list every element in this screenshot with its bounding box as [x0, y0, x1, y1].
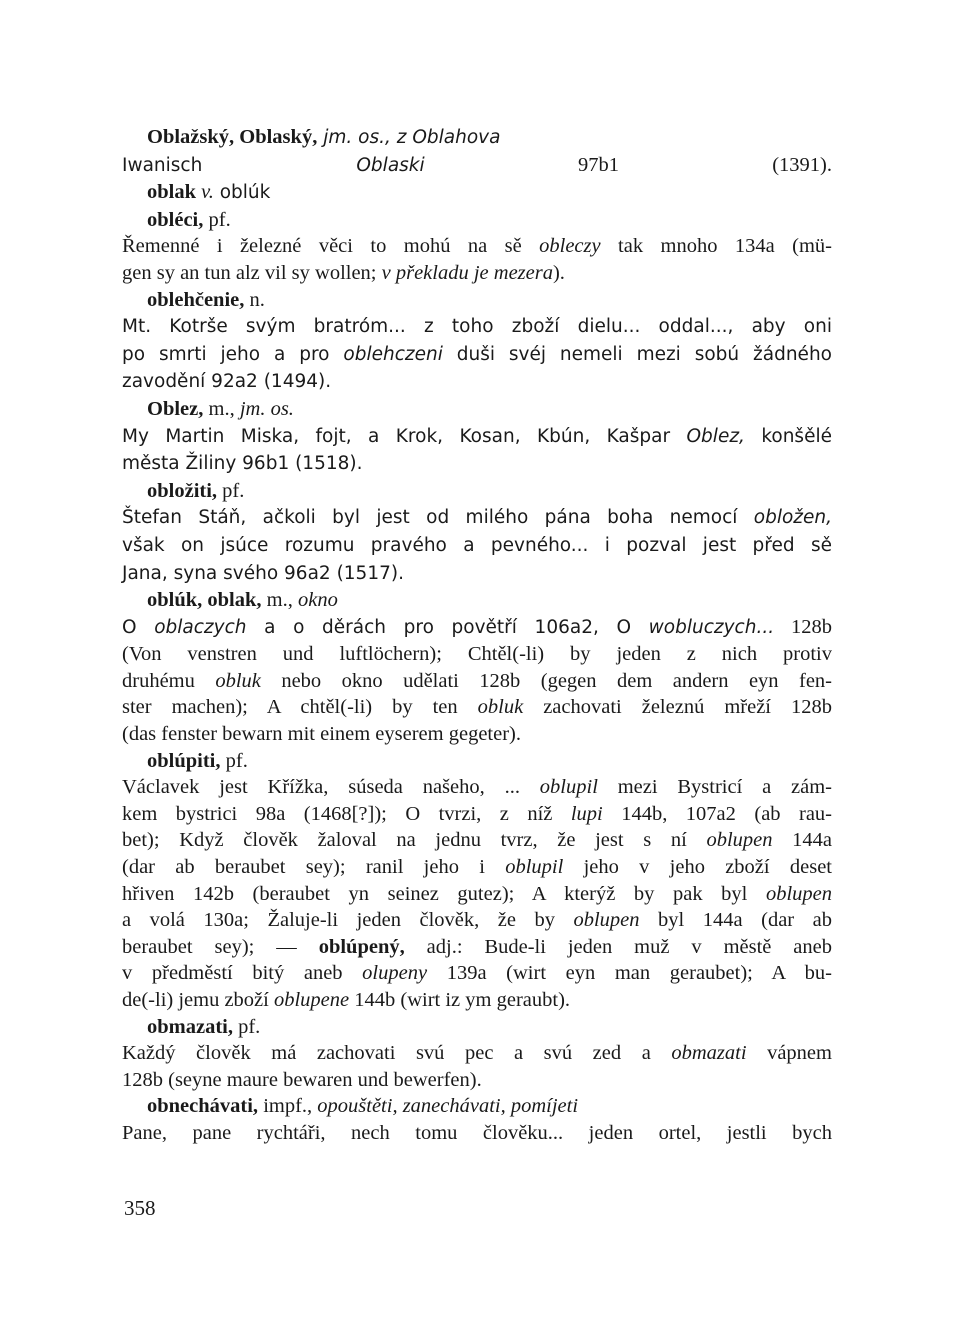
italic-text: oblupene — [273, 989, 350, 1011]
text-segment: impf., — [258, 1095, 318, 1118]
text-segment: zavodění 92a2 (1494). — [122, 371, 332, 393]
entry-headword-line — [122, 207, 832, 234]
italic-text: obluk — [477, 696, 524, 719]
text-segment: Václavek jest Křížka, súseda našeho, ... — [122, 776, 540, 799]
italic-text: oblehczeni — [343, 343, 443, 365]
entry-headword-line — [122, 1014, 832, 1041]
headword: Oblez, — [147, 397, 204, 420]
headword: oblúpiti, — [147, 749, 221, 772]
text-segment: de(-li) jemu zboží — [122, 989, 274, 1011]
entry-text-line — [122, 854, 832, 881]
entry-text-line — [122, 1040, 832, 1067]
text-segment: a o děrách pro povětří 106a2, O — [246, 616, 649, 638]
text-segment: pf. — [232, 1015, 261, 1038]
italic-text: obmazati — [671, 1042, 747, 1065]
text-segment: pf. — [217, 479, 245, 502]
text-segment: Mt. Kotrše svým bratróm... z toho zboží dielu... oddal..., aby oni — [122, 316, 832, 338]
text-segment: v předměstí bitý aneb — [122, 962, 363, 985]
text-segment: Iwanisch — [122, 154, 357, 176]
text-segment: ster machen); A chtěl(-li) by ten — [122, 696, 478, 719]
italic-text: jm. os. — [239, 397, 294, 420]
text-segment: po smrti jeho a pro — [122, 343, 344, 365]
headword: oblak — [147, 181, 196, 204]
italic-text: obleczy — [539, 235, 601, 258]
entry-text-line — [122, 987, 832, 1014]
text-segment: (Von venstren und luftlöchern); Chtěl(-li) by jeden z nich protiv — [122, 643, 832, 666]
italic-text: oblaczych — [154, 616, 247, 638]
italic-text: oblupen — [765, 882, 832, 905]
entry-text-line — [122, 614, 832, 642]
text-segment: Každý člověk má zachovati svú pec a svú zed a — [122, 1042, 672, 1065]
entry-text-line — [122, 368, 832, 396]
headword: obnechávati, — [147, 1095, 259, 1118]
text-segment: jeho v jeho zboží deset — [563, 856, 832, 879]
italic-text: Oblaski — [356, 154, 425, 176]
text-segment: kem bystrici 98a (1468[?]); O tvrzi, z níž — [122, 802, 571, 825]
entry-headword-line — [122, 587, 832, 614]
entry-text-line — [122, 721, 832, 748]
italic-text: olupeny — [362, 962, 428, 985]
entry-text-line — [122, 668, 832, 695]
entry-text-line — [122, 801, 832, 828]
entry-headword-line — [122, 179, 832, 207]
entry-headword-line — [122, 124, 832, 152]
entry-headword-line — [122, 287, 832, 314]
headword: obléci, — [147, 208, 204, 231]
entry-text-line — [122, 233, 832, 260]
entry-text-line — [122, 504, 832, 532]
italic-text: lupi — [570, 802, 603, 825]
entry-headword-line — [122, 478, 832, 505]
italic-text: oblupen — [573, 909, 640, 932]
entry-text-line — [122, 907, 832, 934]
text-segment: Řemenné i železné věci to mohú na sě — [122, 235, 540, 258]
text-segment: 128b — [774, 615, 832, 638]
italic-text: okno — [297, 589, 338, 612]
headword: obmazati, — [147, 1015, 233, 1038]
text-segment: nebo okno udělati 128b (gegen dem andern eyn fen- — [260, 669, 833, 692]
entry-text-line — [122, 1067, 832, 1094]
text-segment: Pane, pane rychtáři, nech tomu člověku... jeden ortel, jestli bych — [122, 1121, 832, 1144]
entry-text-line — [122, 450, 832, 478]
text-segment: Štefan Stáň, ačkoli byl jest od milého pána boha nemocí — [122, 507, 754, 529]
entry-text-line — [122, 152, 832, 180]
entry-text-line — [122, 960, 832, 987]
headword: obložiti, — [147, 479, 218, 502]
text-segment: duši svéj nemeli mezi sobú žádného — [442, 343, 832, 365]
text-segment: 139a (wirt eyn man geraubet); A bu- — [427, 962, 832, 985]
entry-headword-line — [122, 748, 832, 775]
entry-text-line — [122, 881, 832, 908]
italic-text: opouštěti, zanechávati, pomíjeti — [317, 1095, 579, 1118]
text-segment: m., — [261, 589, 298, 612]
dictionary-page-text — [122, 124, 832, 1147]
entry-text-line — [122, 1120, 832, 1147]
headword: Oblažský, Oblaský, — [147, 126, 318, 148]
headword: oblúk, oblak, — [147, 589, 262, 612]
entry-text-line — [122, 641, 832, 668]
text-segment: města Žiliny 96b1 (1518). — [122, 453, 363, 475]
text-segment: konšělé — [744, 425, 832, 447]
text-segment: (dar ab beraubet sey); ranil jeho i — [122, 856, 506, 879]
text-segment: n. — [244, 288, 265, 311]
entry-text-line — [122, 532, 832, 560]
text-segment: zachovati železnú mřeží 128b — [523, 696, 832, 719]
text-segment: vápnem — [746, 1042, 832, 1065]
text-segment: pf. — [203, 208, 231, 231]
text-segment: O — [122, 616, 155, 638]
entry-text-line — [122, 260, 832, 287]
text-segment: a volá 130a; Žaluje-li jeden člověk, že by — [122, 909, 574, 932]
text-segment: My Martin Miska, fojt, a Krok, Kosan, Kbún, Kašpar — [122, 425, 687, 447]
entry-text-line — [122, 774, 832, 801]
text-segment: byl 144a (dar ab — [639, 909, 832, 932]
entry-text-line — [122, 313, 832, 341]
italic-text: oblupil — [539, 776, 598, 799]
entry-text-line — [122, 423, 832, 451]
text-segment: druhému — [122, 669, 216, 692]
text-segment: m., — [203, 397, 240, 420]
entry-text-line — [122, 694, 832, 721]
text-segment: bet); Když člověk žaloval na jednu tvrz, že jest s ní — [122, 829, 707, 852]
entry-text-line — [122, 827, 832, 854]
text-segment: mezi Bystricí a zám- — [597, 776, 833, 799]
italic-text: v. — [201, 181, 214, 204]
text-segment: pf. — [220, 749, 248, 772]
italic-text: v překladu je mezera — [381, 261, 553, 284]
italic-text: obložen, — [753, 507, 832, 529]
text-segment: hřiven 142b (beraubet yn seinez gutez); A kterýž by pak byl — [122, 882, 766, 905]
entry-headword-line — [122, 1093, 832, 1120]
italic-text: jm. os., z Oblahova — [323, 127, 501, 148]
headword: oblehčenie, — [147, 288, 245, 311]
text-segment: adj.: Bude-li jeden muž v městě aneb — [404, 935, 833, 958]
italic-text: oblupil — [505, 856, 564, 879]
text-segment: gen sy an tun alz vil sy wollen; — [122, 261, 382, 284]
italic-text: oblupen — [706, 829, 773, 852]
italic-text: obluk — [215, 669, 261, 692]
text-segment: oblúk — [213, 182, 271, 204]
text-segment: 97b1 (1391). — [424, 153, 832, 176]
text-segment: Jana, syna svého 96a2 (1517). — [122, 562, 404, 584]
text-segment: beraubet sey); — — [122, 935, 319, 958]
text-segment: 144b (wirt iz ym geraubt). — [349, 989, 571, 1011]
italic-text: Oblez, — [686, 425, 745, 447]
text-segment: však on jsúce rozumu pravého a pevného... i pozval jest před sě — [122, 534, 832, 556]
entry-headword-line — [122, 396, 832, 423]
text-segment: (das fenster bewarn mit einem eyserem gegeter). — [122, 723, 521, 746]
text-segment: tak mnoho 134a (mü- — [600, 235, 832, 258]
page-number: 358 — [124, 1196, 156, 1220]
text-segment: 128b (seyne maure bewaren und bewerfen). — [122, 1068, 482, 1091]
text-segment: ). — [552, 261, 565, 284]
text-segment: 144a — [772, 829, 833, 852]
headword: oblúpený, — [318, 935, 405, 958]
entry-text-line — [122, 934, 832, 961]
entry-text-line — [122, 560, 832, 588]
italic-text: wobluczych... — [648, 616, 775, 638]
text-segment: 144b, 107a2 (ab rau- — [602, 802, 833, 825]
entry-text-line — [122, 341, 832, 369]
